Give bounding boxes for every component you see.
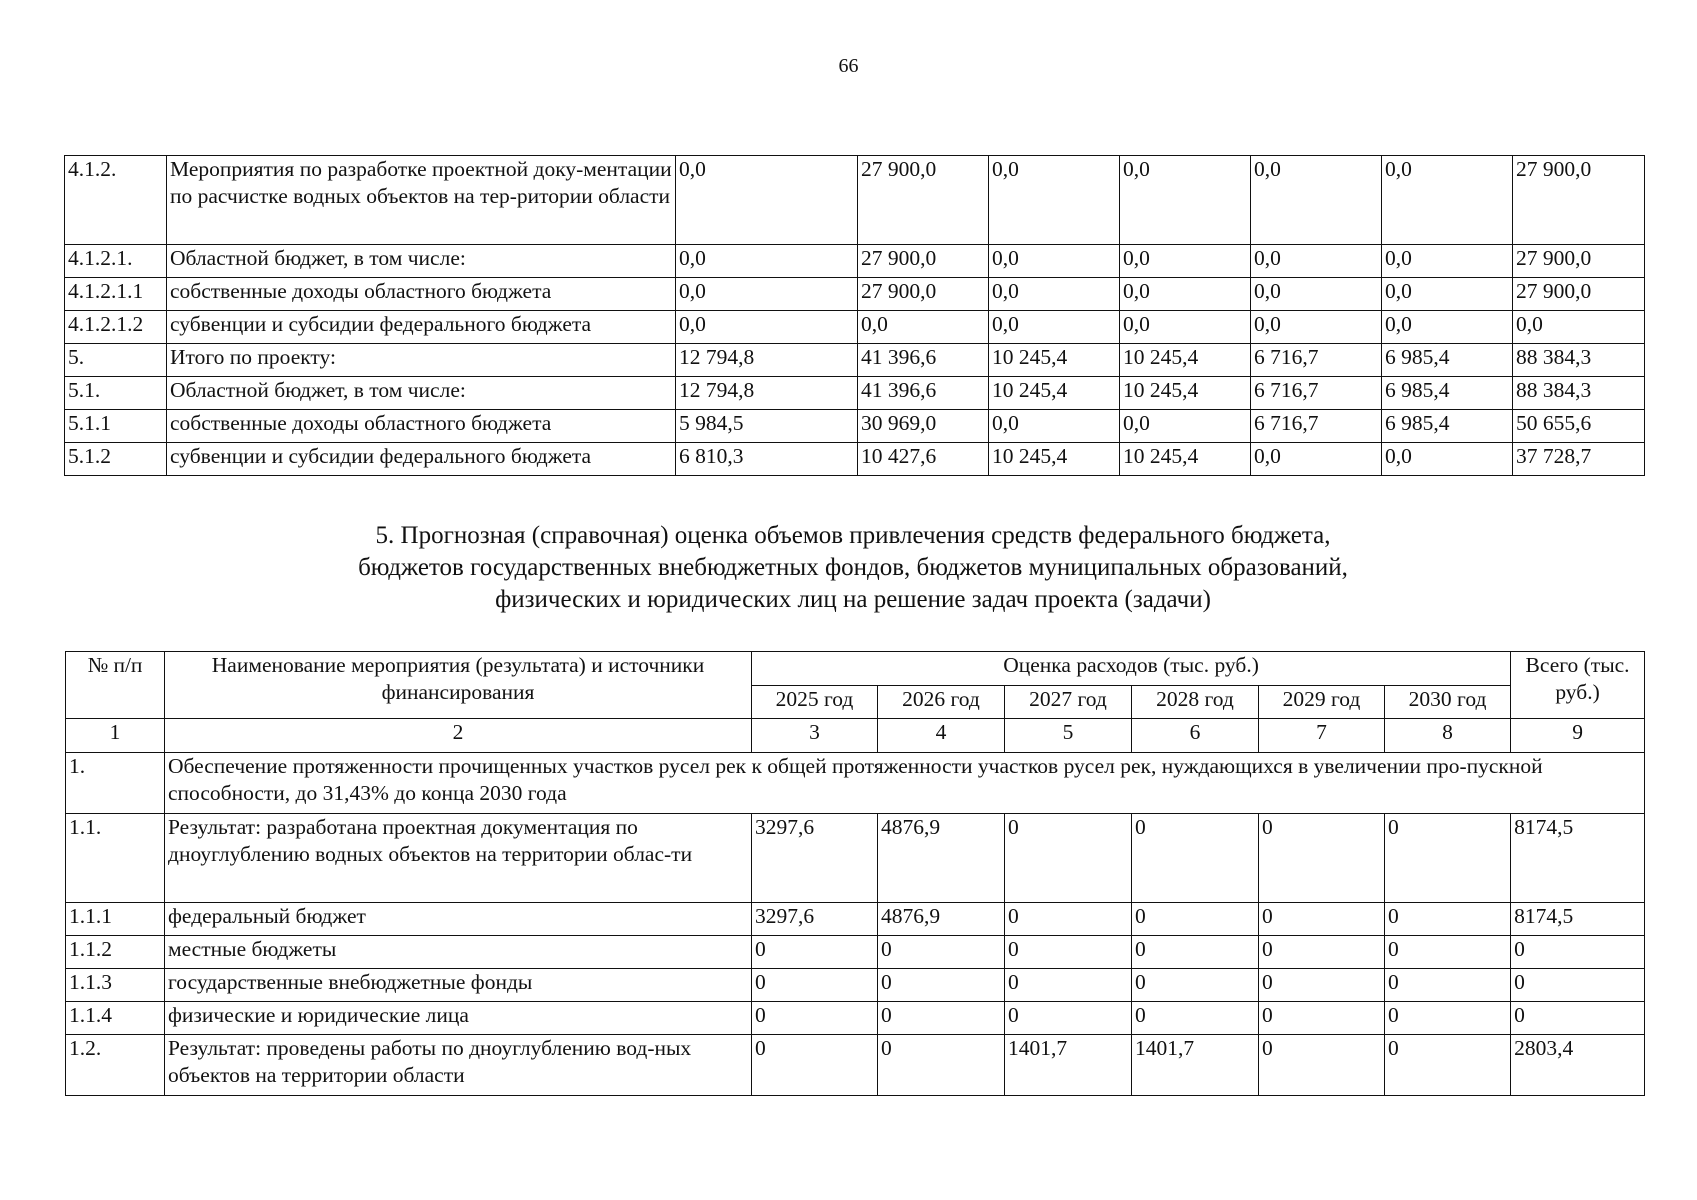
header-year: 2027 год	[1005, 686, 1132, 719]
row-name: физические и юридические лица	[165, 1002, 752, 1035]
table-row	[65, 410, 1645, 443]
column-number: 1	[66, 719, 165, 753]
header-num: № п/п	[66, 652, 165, 719]
row-value: 0	[1005, 903, 1132, 936]
row-value: 0	[1385, 936, 1511, 969]
row-number: 1.2.	[66, 1035, 165, 1096]
row-value: 0	[1132, 936, 1259, 969]
row-value: 0	[752, 969, 878, 1002]
row-number: 4.1.2.1.1	[65, 278, 167, 311]
row-name: субвенции и субсидии федерального бюджета	[167, 311, 676, 344]
row-name: Результат: разработана проектная документация по дноуглублению водных объектов на территории облас-ти	[165, 814, 752, 903]
row-value: 0	[1132, 814, 1259, 903]
row-value: 0	[752, 1035, 878, 1096]
column-number: 6	[1132, 719, 1259, 753]
row-value: 1401,7	[1005, 1035, 1132, 1096]
section-row	[66, 753, 1645, 814]
row-value: 41 396,6	[858, 377, 989, 410]
table-row	[65, 311, 1645, 344]
row-value: 12 794,8	[676, 377, 858, 410]
row-value: 0	[1005, 1002, 1132, 1035]
section-heading-line: 5. Прогнозная (справочная) оценка объемов привлечения средств федерального бюджета,	[375, 522, 1331, 549]
section-heading-line: бюджетов государственных внебюджетных фондов, бюджетов муниципальных образований,	[358, 554, 1348, 581]
column-number-row	[66, 719, 1645, 753]
row-number: 5.1.1	[65, 410, 167, 443]
row-name: федеральный бюджет	[165, 903, 752, 936]
row-value: 0	[1511, 969, 1645, 1002]
row-number: 5.1.2	[65, 443, 167, 476]
row-value: 27 900,0	[858, 245, 989, 278]
row-value: 6 716,7	[1251, 377, 1382, 410]
section-heading-line: физических и юридических лиц на решение задач проекта (задачи)	[495, 586, 1211, 613]
row-value: 10 245,4	[989, 344, 1120, 377]
row-value: 0	[1132, 903, 1259, 936]
table-row	[65, 278, 1645, 311]
row-value: 0	[878, 936, 1005, 969]
row-value: 0,0	[858, 311, 989, 344]
row-value: 27 900,0	[1513, 245, 1645, 278]
row-value: 0,0	[989, 278, 1120, 311]
row-value: 0	[1259, 1035, 1385, 1096]
row-value: 27 900,0	[1513, 156, 1645, 245]
table-row	[66, 969, 1645, 1002]
row-value: 0	[752, 936, 878, 969]
row-value: 0,0	[1251, 443, 1382, 476]
row-number: 1.1.	[66, 814, 165, 903]
row-value: 6 985,4	[1382, 344, 1513, 377]
row-value: 0,0	[676, 245, 858, 278]
row-value: 0	[1385, 1002, 1511, 1035]
header-year: 2030 год	[1385, 686, 1511, 719]
row-value: 3297,6	[752, 814, 878, 903]
row-value: 0	[1259, 1002, 1385, 1035]
row-value: 10 245,4	[1120, 443, 1251, 476]
header-estimate: Оценка расходов (тыс. руб.)	[752, 652, 1511, 686]
table-row	[66, 936, 1645, 969]
row-value: 88 384,3	[1513, 344, 1645, 377]
row-value: 0,0	[1120, 245, 1251, 278]
row-value: 10 245,4	[1120, 344, 1251, 377]
row-value: 37 728,7	[1513, 443, 1645, 476]
row-value: 12 794,8	[676, 344, 858, 377]
row-value: 0	[1385, 903, 1511, 936]
row-value: 0,0	[1382, 311, 1513, 344]
table-row	[65, 377, 1645, 410]
section-heading	[180, 520, 1526, 616]
row-value: 6 985,4	[1382, 377, 1513, 410]
row-value: 0,0	[1120, 311, 1251, 344]
row-value: 30 969,0	[858, 410, 989, 443]
row-value: 0	[1385, 1035, 1511, 1096]
table-row	[65, 156, 1645, 245]
row-number: 1.1.4	[66, 1002, 165, 1035]
row-value: 0	[752, 1002, 878, 1035]
row-name: местные бюджеты	[165, 936, 752, 969]
row-value: 0	[1005, 936, 1132, 969]
row-value: 0,0	[1251, 245, 1382, 278]
row-value: 41 396,6	[858, 344, 989, 377]
row-value: 0,0	[989, 156, 1120, 245]
row-name: Мероприятия по разработке проектной доку-ментации по расчистке водных объектов на тер-ритории области	[167, 156, 676, 245]
row-name: субвенции и субсидии федерального бюджета	[167, 443, 676, 476]
column-number: 8	[1385, 719, 1511, 753]
row-value: 8174,5	[1511, 903, 1645, 936]
row-value: 50 655,6	[1513, 410, 1645, 443]
row-value: 6 716,7	[1251, 410, 1382, 443]
row-number: 4.1.2.1.2	[65, 311, 167, 344]
row-number: 1.1.1	[66, 903, 165, 936]
table-row	[65, 443, 1645, 476]
row-value: 0,0	[989, 410, 1120, 443]
table-row	[65, 245, 1645, 278]
row-value: 27 900,0	[1513, 278, 1645, 311]
row-value: 0	[1005, 814, 1132, 903]
row-value: 8174,5	[1511, 814, 1645, 903]
row-value: 5 984,5	[676, 410, 858, 443]
row-value: 2803,4	[1511, 1035, 1645, 1096]
row-name: Областной бюджет, в том числе:	[167, 377, 676, 410]
row-number: 5.1.	[65, 377, 167, 410]
budget-table-body	[65, 156, 1645, 476]
row-value: 0	[878, 1035, 1005, 1096]
row-value: 27 900,0	[858, 278, 989, 311]
row-value: 0,0	[676, 311, 858, 344]
budget-table-continued	[64, 155, 1645, 476]
row-value: 6 985,4	[1382, 410, 1513, 443]
column-number: 2	[165, 719, 752, 753]
row-value: 1401,7	[1132, 1035, 1259, 1096]
row-value: 0	[1259, 903, 1385, 936]
row-value: 0	[878, 1002, 1005, 1035]
row-value: 0,0	[989, 311, 1120, 344]
row-value: 88 384,3	[1513, 377, 1645, 410]
row-value: 0	[1385, 969, 1511, 1002]
header-year: 2026 год	[878, 686, 1005, 719]
row-value: 27 900,0	[858, 156, 989, 245]
column-number: 5	[1005, 719, 1132, 753]
row-value: 0	[1511, 1002, 1645, 1035]
row-name: Итого по проекту:	[167, 344, 676, 377]
row-value: 10 427,6	[858, 443, 989, 476]
row-value: 0,0	[1251, 156, 1382, 245]
row-value: 0,0	[1513, 311, 1645, 344]
row-value: 10 245,4	[989, 443, 1120, 476]
row-value: 6 810,3	[676, 443, 858, 476]
table-row	[65, 344, 1645, 377]
header-name: Наименование мероприятия (результата) и источники финансирования	[165, 652, 752, 719]
row-name: Областной бюджет, в том числе:	[167, 245, 676, 278]
table-row	[66, 903, 1645, 936]
table-row	[66, 814, 1645, 903]
column-number: 7	[1259, 719, 1385, 753]
table-row	[66, 1035, 1645, 1096]
table-row	[66, 1002, 1645, 1035]
row-value: 0,0	[1120, 278, 1251, 311]
row-number: 1.1.2	[66, 936, 165, 969]
row-value: 0	[1259, 814, 1385, 903]
row-value: 0,0	[1382, 278, 1513, 311]
row-number: 4.1.2.	[65, 156, 167, 245]
row-value: 0,0	[1251, 311, 1382, 344]
section-row-text: Обеспечение протяженности прочищенных участков русел рек к общей протяженности участков русел рек, нуждающихся в увеличении про-пускной способности, до 31,43% до конца 2030 года	[165, 753, 1645, 814]
row-value: 0	[1132, 969, 1259, 1002]
section-row-num: 1.	[66, 753, 165, 814]
row-value: 0	[1385, 814, 1511, 903]
row-value: 0,0	[1382, 443, 1513, 476]
row-value: 4876,9	[878, 814, 1005, 903]
row-value: 0	[1259, 969, 1385, 1002]
header-total: Всего (тыс. руб.)	[1511, 652, 1645, 719]
page-number: 66	[838, 55, 859, 77]
row-number: 1.1.3	[66, 969, 165, 1002]
row-value: 0,0	[676, 156, 858, 245]
row-value: 3297,6	[752, 903, 878, 936]
row-number: 5.	[65, 344, 167, 377]
row-value: 0,0	[1382, 245, 1513, 278]
row-value: 0,0	[1251, 278, 1382, 311]
row-value: 0,0	[676, 278, 858, 311]
column-number: 3	[752, 719, 878, 753]
row-value: 0	[1511, 936, 1645, 969]
row-name: собственные доходы областного бюджета	[167, 410, 676, 443]
row-name: собственные доходы областного бюджета	[167, 278, 676, 311]
row-value: 0,0	[989, 245, 1120, 278]
row-name: Результат: проведены работы по дноуглублению вод-ных объектов на территории области	[165, 1035, 752, 1096]
row-value: 4876,9	[878, 903, 1005, 936]
row-name: государственные внебюджетные фонды	[165, 969, 752, 1002]
column-number: 9	[1511, 719, 1645, 753]
header-year: 2025 год	[752, 686, 878, 719]
row-value: 0	[878, 969, 1005, 1002]
row-value: 0,0	[1120, 156, 1251, 245]
funding-estimate-table	[65, 651, 1645, 1096]
header-year: 2028 год	[1132, 686, 1259, 719]
row-value: 10 245,4	[1120, 377, 1251, 410]
header-year: 2029 год	[1259, 686, 1385, 719]
column-number: 4	[878, 719, 1005, 753]
row-value: 10 245,4	[989, 377, 1120, 410]
funding-table-body	[66, 719, 1645, 1096]
row-value: 0	[1132, 1002, 1259, 1035]
row-value: 0,0	[1120, 410, 1251, 443]
row-value: 0	[1259, 936, 1385, 969]
row-value: 0	[1005, 969, 1132, 1002]
row-value: 0,0	[1382, 156, 1513, 245]
row-value: 6 716,7	[1251, 344, 1382, 377]
row-number: 4.1.2.1.	[65, 245, 167, 278]
